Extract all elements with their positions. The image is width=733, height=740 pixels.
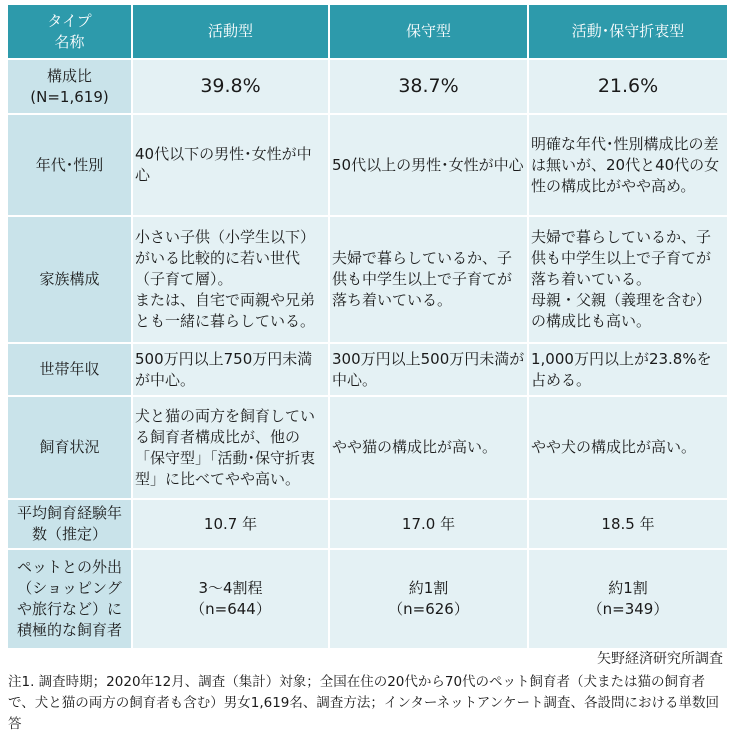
table-cell: 1,000万円以上が23.8%を占める。 <box>528 343 728 396</box>
table-cell: やや猫の構成比が高い。 <box>329 396 528 499</box>
row-label: 家族構成 <box>7 216 132 343</box>
table-cell: 500万円以上750万円未満が中心。 <box>132 343 329 396</box>
table-cell: 明確な年代･性別構成比の差は無いが、20代と40代の女性の構成比がやや高め。 <box>528 114 728 216</box>
table-cell: 約1割 （n=626） <box>329 549 528 649</box>
table-cell: 17.0 年 <box>329 499 528 549</box>
table-cell: 40代以下の男性･女性が中心 <box>132 114 329 216</box>
table-row <box>7 499 728 549</box>
table-cell: 夫婦で暮らしているか、子供も中学生以上で子育てが落ち着いている。 <box>329 216 528 343</box>
row-label: ペットとの外出（ショッピングや旅行など）に積極的な飼育者 <box>7 549 132 649</box>
table-cell: 21.6% <box>528 59 728 114</box>
owner-type-table <box>6 3 729 650</box>
table-row <box>7 549 728 649</box>
table-cell: 300万円以上500万円未満が中心。 <box>329 343 528 396</box>
table-row <box>7 59 728 114</box>
row-label: 構成比 (N=1,619) <box>7 59 132 114</box>
table-cell: 39.8% <box>132 59 329 114</box>
table-cell: 3～4割程 （n=644） <box>132 549 329 649</box>
row-label: 世帯年収 <box>7 343 132 396</box>
table-cell: 約1割 （n=349） <box>528 549 728 649</box>
row-label: 平均飼育経験年数（推定） <box>7 499 132 549</box>
table-cell: 38.7% <box>329 59 528 114</box>
footnote: 注1. 調査時期；2020年12月、調査（集計）対象；全国在住の20代から70代のペット飼育者（犬または猫の飼育者で、犬と猫の両方の飼育者も含む）男女1,619名、調査方法；インターネットアンケート調査、各設問における単数回答 <box>8 674 719 732</box>
row-label: 飼育状況 <box>7 396 132 499</box>
header-conservative-type: 保守型 <box>329 4 528 59</box>
table-row <box>7 343 728 396</box>
table-cell: 小さい子供（小学生以下）がいる比較的に若い世代（子育て層）。 または、自宅で両親や兄弟とも一緒に暮らしている。 <box>132 216 329 343</box>
table-row <box>7 216 728 343</box>
row-label: 年代･性別 <box>7 114 132 216</box>
header-active-type: 活動型 <box>132 4 329 59</box>
table-cell: 18.5 年 <box>528 499 728 549</box>
table-row <box>7 396 728 499</box>
table-cell: 10.7 年 <box>132 499 329 549</box>
table-cell: やや犬の構成比が高い。 <box>528 396 728 499</box>
table-header-row <box>7 4 728 59</box>
table-row <box>7 114 728 216</box>
header-type-name: タイプ 名称 <box>7 4 132 59</box>
table-cell: 50代以上の男性･女性が中心 <box>329 114 528 216</box>
source-credit: 矢野経済研究所調査 <box>597 651 723 667</box>
table-cell: 夫婦で暮らしているか、子供も中学生以上で子育てが落ち着いている。 母親・父親（義理を含む）の構成比も高い。 <box>528 216 728 343</box>
table-cell: 犬と猫の両方を飼育している飼育者構成比が、他の「保守型」「活動･保守折衷型」に比べてやや高い。 <box>132 396 329 499</box>
header-mixed-type: 活動･保守折衷型 <box>528 4 728 59</box>
